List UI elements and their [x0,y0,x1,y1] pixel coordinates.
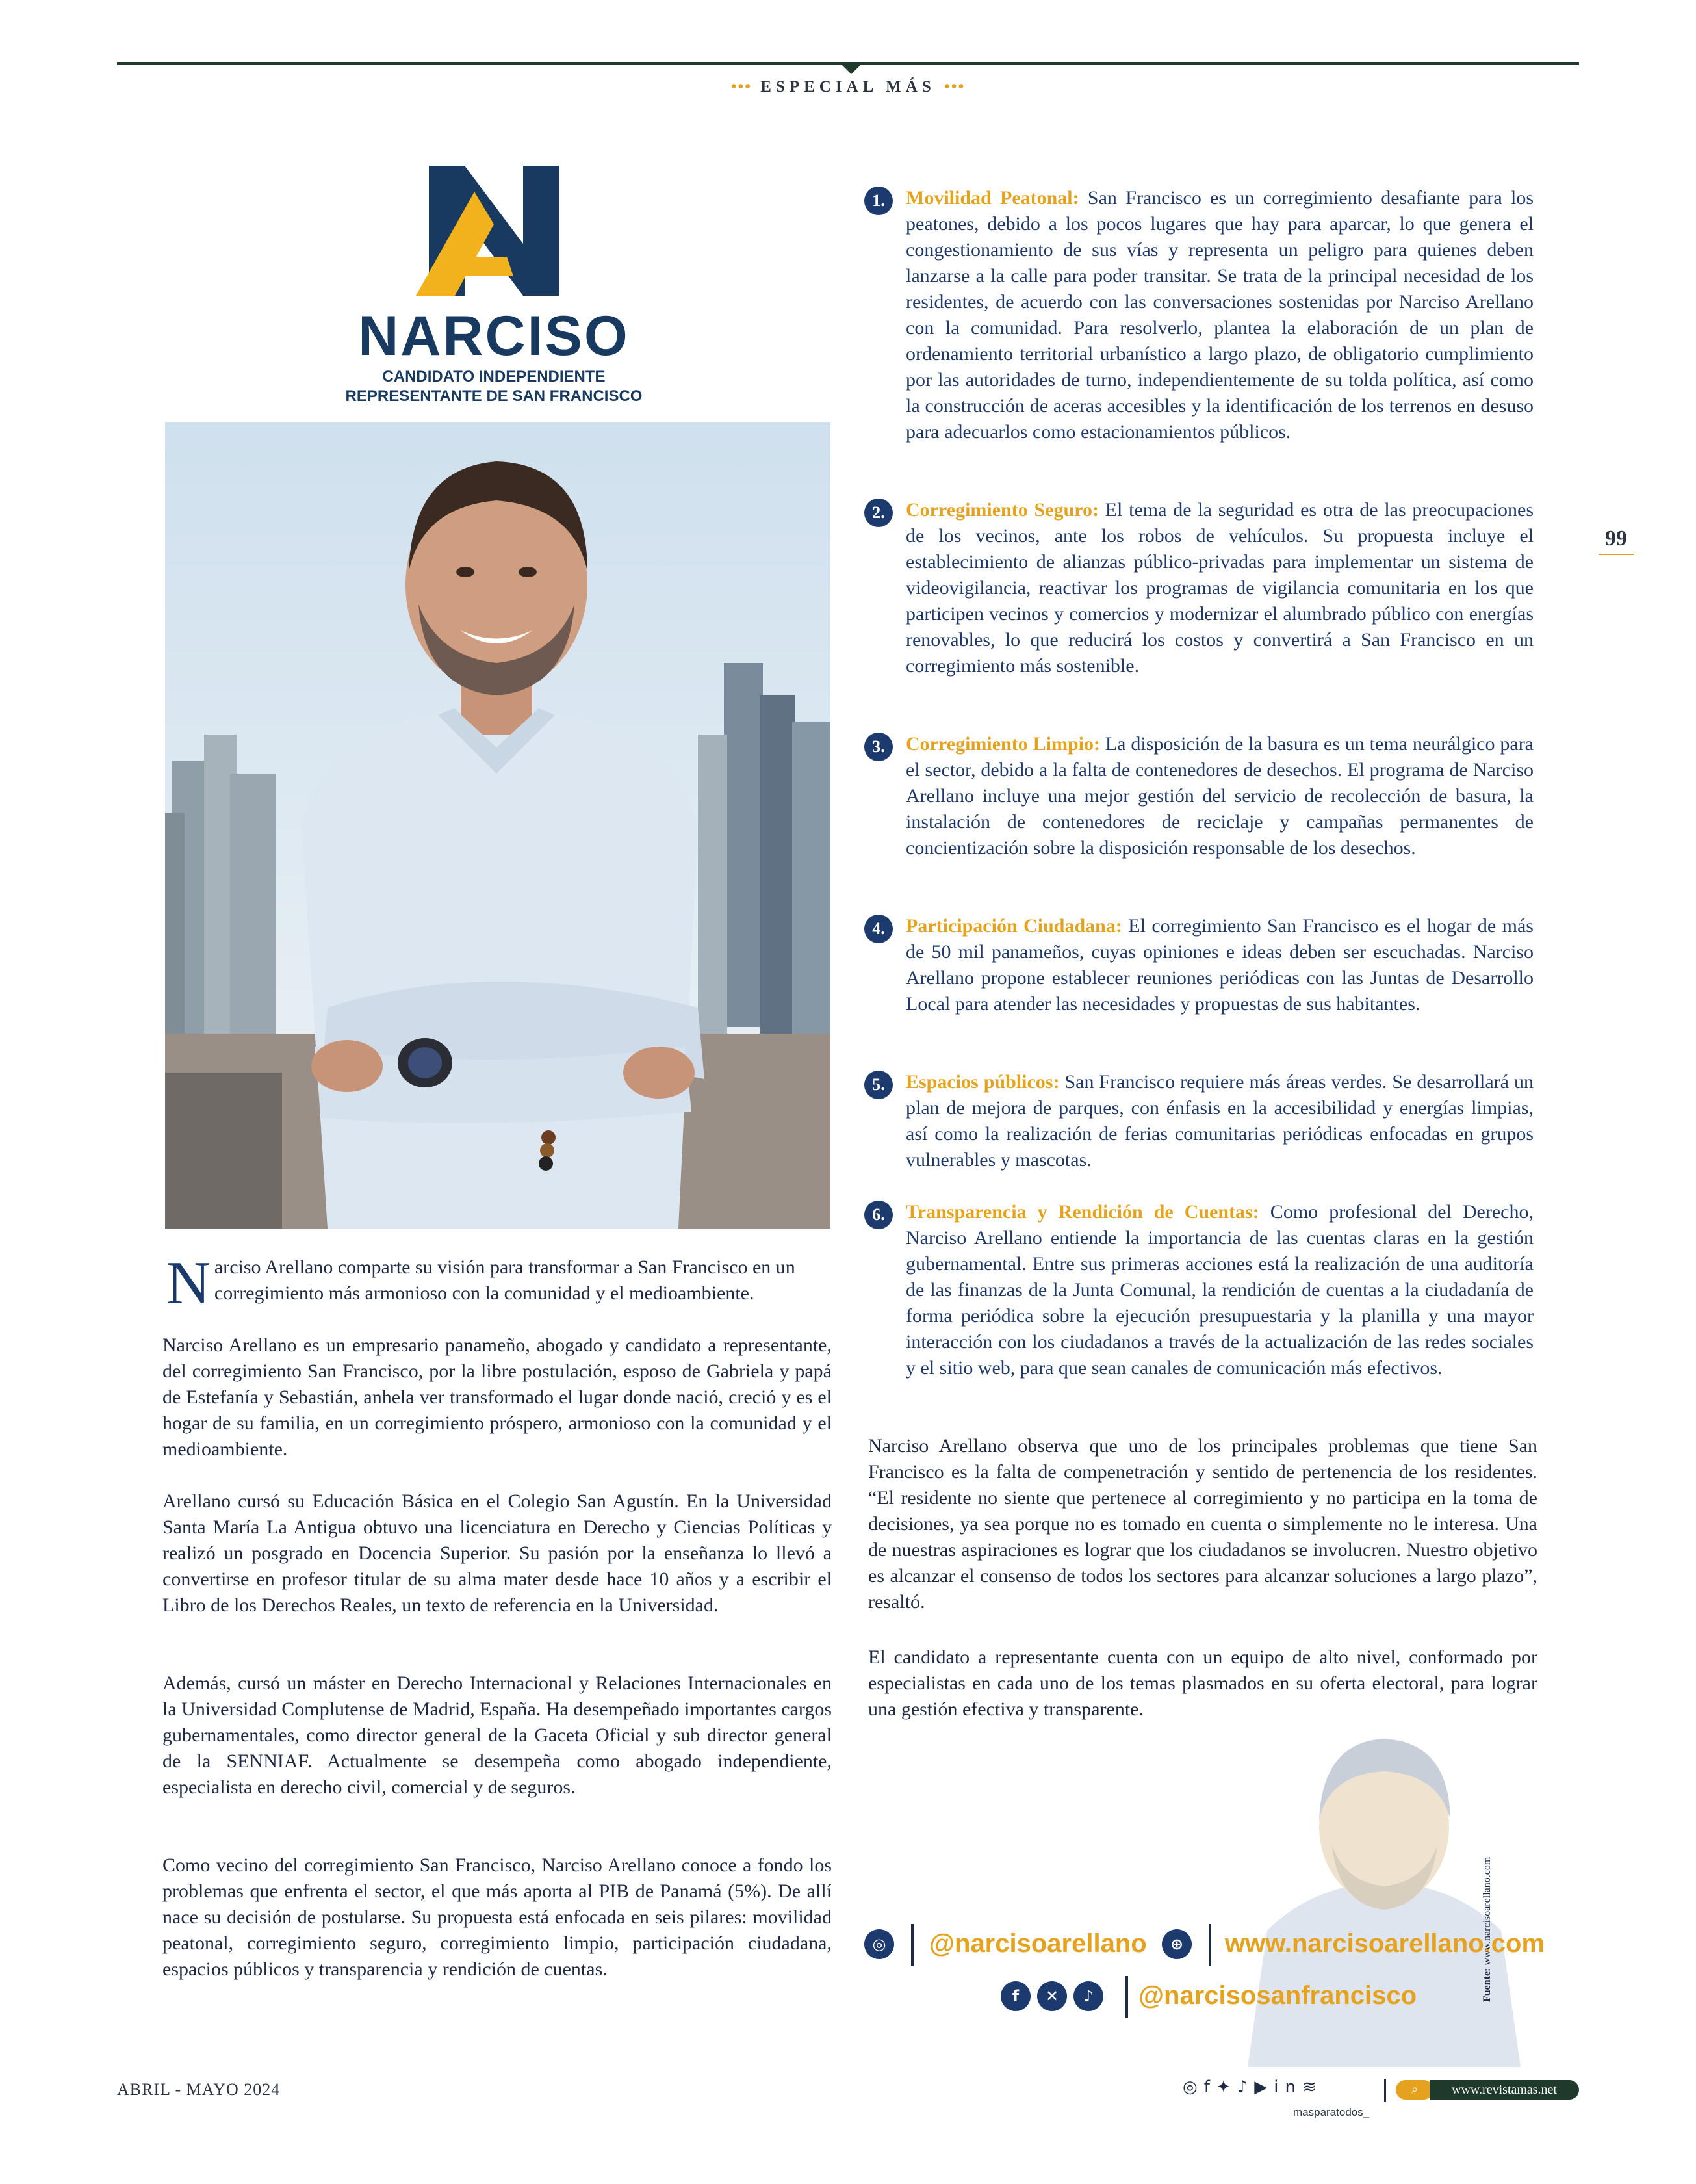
pillar-item [864,185,1534,445]
kicker-text: ESPECIAL MÁS [760,78,936,96]
paragraph-proposal: Como vecino del corregimiento San Francisco, Narciso Arellano conoce a fondo los problemas que enfrenta el sector, el que más aporta al PIB de Panamá (5%). De allí nace su decisión de postularse. Su propuesta está enfocada en seis pilares: movilidad peatonal, corregimiento seguro, corregimiento limpio, participación ciudadana, espacios públicos y transparencia y rendición de cuentas. [162,1854,832,1980]
pillar-text: La disposición de la basura es un tema neurálgico para el sector, debido a la falta de contenedores de desechos. El programa de Narciso Arellano incluye una mejor gestión del servicio de recolección de basura, la instalación de contenedores de reciclaje y campañas permanentes de concientización sobre la disposición responsable de los desechos. [906,733,1534,859]
globe-icon[interactable]: ⊕ [1162,1929,1192,1959]
paragraph-bio: Narciso Arellano es un empresario panameño, abogado y candidato a representante, del corregimiento San Francisco, por la libre postulación, esposo de Gabriela y papá de Estefanía y Sebastián, anhela ver transformado el lugar donde nació, creció y es el hogar de su familia, en un corregimiento próspero, armonioso con la comunidad y el medioambiente. [162,1334,832,1460]
pillar-title: Participación Ciudadana: [906,915,1122,937]
social-divider [911,1924,914,1966]
pillar-text: San Francisco es un corregimiento desafiante para los peatones, debido a los pocos lugares que hay para aparcar, lo que genera el congestionamiento de sus vías y representa un peligro para quienes deben lanzarse a la calle para poder transitar. Se trata de la principal necesidad de los residentes, de acuerdo con las conversaciones sostenidas por Narciso Arellano con la comunidad. Para resolverlo, plantea la elaboración de un plan de ordenamiento territorial urbanístico a largo plazo, de obligatorio cumplimiento por las autoridades de turno, independientemente de su tolda política, así como la construcción de aceras accesibles y la identificación de los terrenos en desuso para adecuarlos como estacionamientos públicos. [906,187,1534,443]
facebook-icon[interactable]: f [1203,2077,1216,2097]
lead-text: arciso Arellano comparte su visión para transformar a San Francisco en un corregimiento más armonioso con la comunidad y el medioambiente. [214,1256,795,1304]
source-value: www.narcisoarellano.com [1482,1856,1493,1966]
other-handle-link[interactable]: @narcisosanfrancisco [1138,1981,1417,2010]
tiktok-icon[interactable]: ♪ [1237,2077,1255,2097]
search-icon[interactable]: ⌕ [1396,2080,1433,2100]
source-credit [1482,1807,1493,2002]
pillar-item [864,731,1534,861]
pillar-title: Espacios públicos: [906,1071,1060,1093]
source-label: Fuente: [1482,1968,1493,2002]
header-notch [842,65,860,74]
pillar-number-badge: 2. [864,499,893,527]
pillar-text: El tema de la seguridad es otra de las preocupaciones de los vecinos, ante los robos de vehículos. Su propuesta incluye el establecimiento de alianzas público-privadas para implementar un sistema de videovigilancia, reactivar los programas de vigilancia comunitaria en los que participen vecinos y comercios y modernizar el alumbrado público con energías renovables, lo que reducirá los costos y convertirá a San Francisco en un corregimiento más sostenible. [906,499,1534,677]
pillar-title: Transparencia y Rendición de Cuentas: [906,1201,1259,1223]
pillar-item [864,1069,1534,1173]
pillar-item [864,497,1534,679]
logo-subtitle-line2: REPRESENTANTE DE SAN FRANCISCO [345,387,643,405]
social-divider [1209,1924,1211,1966]
pillar-title: Corregimiento Seguro: [906,499,1099,521]
footer-social-icons [1183,2077,1404,2097]
kicker-dots-left: ••• [730,78,752,96]
footer-handle: masparatodos_ [1293,2106,1370,2118]
pillar-number-badge: 6. [864,1201,893,1229]
instagram-icon[interactable]: ◎ [1183,2077,1204,2097]
instagram-handle-link[interactable]: @narcisoarellano [929,1929,1147,1958]
left-body-education [162,1488,832,1618]
footer-divider [1384,2079,1386,2102]
logo-subtitle-line1: CANDIDATO INDEPENDIENTE [382,368,606,385]
pillar-text: El corregimiento San Francisco es el hogar de más de 50 mil panameños, cuyas opiniones e ideas deben ser escuchadas. Narciso Arellano propone establecer reuniones periódicas con las Juntas de Desarrollo Local para atender las necesidades y propuestas de sus habitantes. [906,915,1534,1015]
tiktok-icon[interactable]: ♪ [1073,1981,1103,2011]
candidate-logo-mark [416,166,572,296]
issue-date: ABRIL - MAYO 2024 [117,2080,281,2099]
paragraph-education: Arellano cursó su Educación Básica en el Colegio San Agustín. En la Universidad Santa María La Antigua obtuvo una licenciatura en Derecho y Ciencias Políticas y realizó un posgrado en Docencia Superior. Su pasión por la enseñanza lo llevó a convertirse en profesor titular de su alma mater desde hace 10 años y a escribir el Libro de los Derechos Reales, un texto de referencia en la Universidad. [162,1490,832,1616]
linkedin-icon[interactable]: in [1274,2077,1302,2097]
youtube-icon[interactable]: ▶ [1254,2077,1274,2097]
right-body-team [868,1644,1537,1722]
left-body-career [162,1670,832,1800]
logo-name: NARCISO [358,305,630,367]
twitter-icon[interactable]: ✦ [1216,2077,1237,2097]
drop-cap: N [166,1249,211,1317]
pillar-number-badge: 4. [864,915,893,943]
social-row-primary [864,1924,1553,1970]
pillar-number-badge: 3. [864,733,893,761]
rss-icon[interactable]: ≋ [1302,2077,1323,2097]
pillar-item [864,1199,1534,1381]
pillar-number-badge: 1. [864,187,893,215]
website-link[interactable]: www.narcisoarellano.com [1225,1929,1545,1958]
paragraph-career: Además, cursó un máster en Derecho Internacional y Relaciones Internacionales en la Universidad Complutense de Madrid, España. Ha desempeñado importantes cargos gubernamentales, como director general de la Gaceta Oficial y sub director general de la SENNIAF. Actualmente se desempeña como abogado independiente, especialista en derecho civil, comercial y de seguros. [162,1672,832,1798]
x-icon[interactable]: ✕ [1037,1981,1067,2011]
lead-paragraph [166,1249,836,1317]
pillar-item [864,913,1534,1017]
paragraph-quote: Narciso Arellano observa que uno de los principales problemas que tiene San Francisco es la falta de compenetración y sentido de pertenencia de los residentes. “El residente no siente que pertenece al corregimiento y no participa en la toma de decisiones, ya sea porque no es tomado en cuenta o simplemente no le interesa. Una de nuestras aspiraciones es lograr que los ciudadanos se involucren. Nuestro objetivo es alcanzar el consenso de todos los sectores para alcanzar soluciones a largo plazo”, resaltó. [868,1435,1537,1613]
pillar-title: Movilidad Peatonal: [906,187,1079,209]
candidate-photo [165,422,830,1228]
pillar-title: Corregimiento Limpio: [906,733,1100,755]
kicker-dots-right: ••• [944,78,966,96]
facebook-icon[interactable]: f [1001,1981,1031,2011]
pillar-number-badge: 5. [864,1071,893,1099]
social-divider [1125,1976,1128,2018]
paragraph-team: El candidato a representante cuenta con un equipo de alto nivel, conformado por especialistas en cada uno de los temas plasmados en su oferta electoral, para lograr una gestión efectiva y transparente. [868,1646,1537,1720]
pillar-text: Como profesional del Derecho, Narciso Arellano entiende la importancia de las cuentas claras en la gestión gubernamental. Entre sus primeras acciones está la realización de una auditoría de las finanzas de la Junta Comunal, la rendición de cuentas a la ciudadanía de forma periódica sobre la ejecución presupuestaria y la planilla y una mayor interacción con los ciudadanos a través de la actualización de las redes sociales y el sitio web, para que sean canales de comunicación más efectivos. [906,1201,1534,1379]
right-body-quote [868,1433,1537,1615]
left-body-proposal [162,1852,832,1982]
page-number: 99 [1599,526,1634,555]
social-row-secondary [1001,1976,1456,2022]
left-body [162,1332,832,1462]
section-kicker [0,78,1696,96]
footer-site-link[interactable]: www.revistamas.net [1430,2080,1579,2100]
pillar-text: San Francisco requiere más áreas verdes. Se desarrollará un plan de mejora de parques, con énfasis en la accesibilidad y energías limpias, así como la realización de ferias comunitarias periódicas enfocadas en grupos vulnerables y mascotas. [906,1071,1534,1171]
instagram-icon[interactable]: ◎ [864,1929,894,1959]
